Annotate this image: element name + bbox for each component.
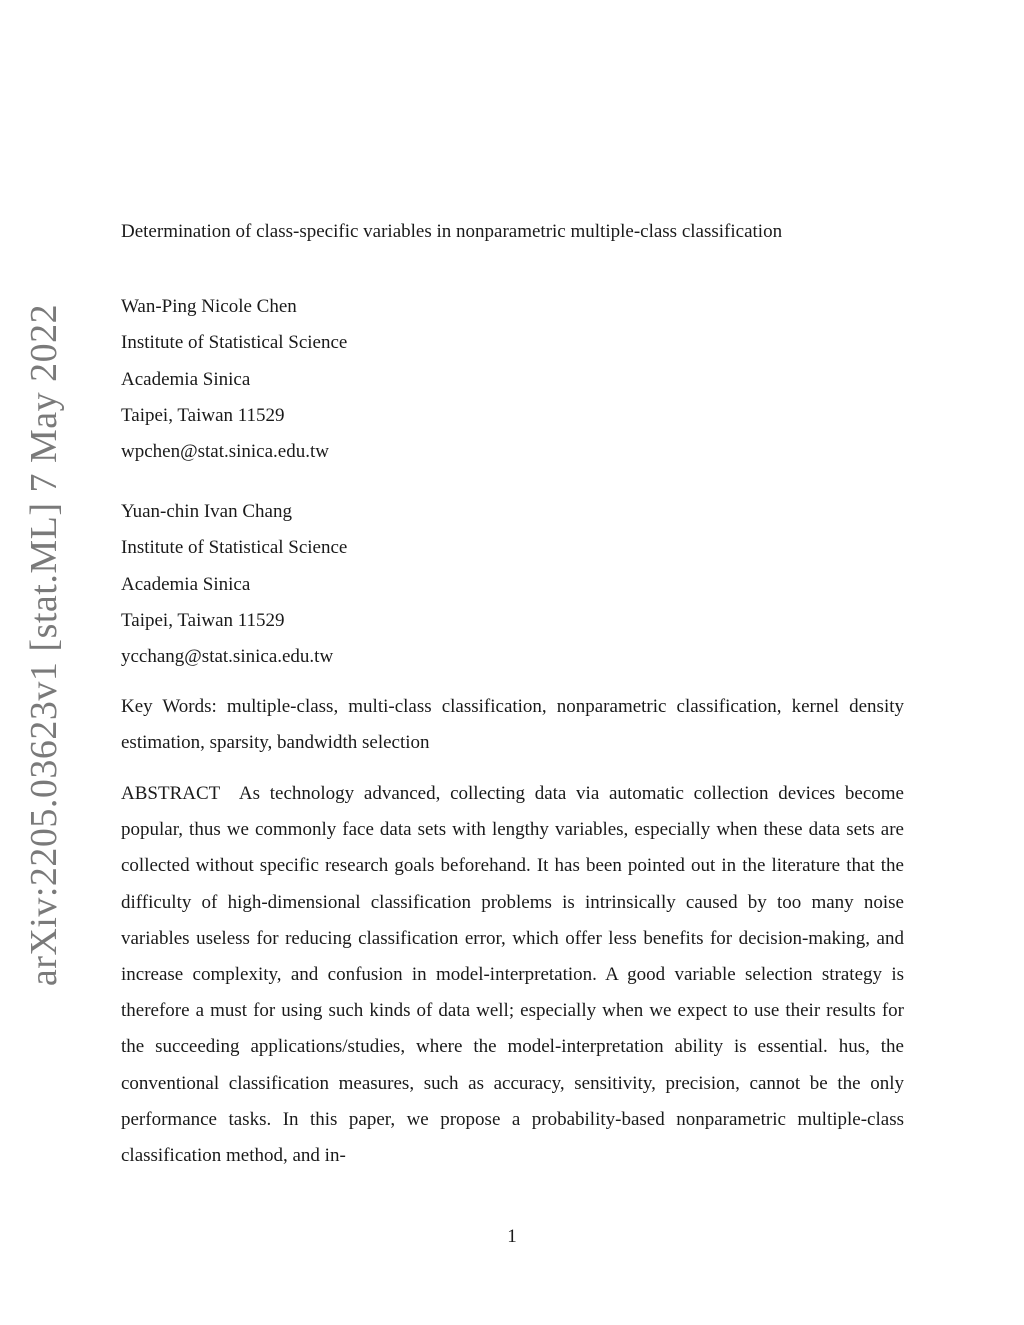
paper-title: Determination of class-specific variables in nonparametric multiple-class classification: [121, 221, 783, 242]
arxiv-identifier-stamp: arXiv:2205.03623v1 [stat.ML] 7 May 2022: [23, 303, 65, 987]
author-email: ycchang@stat.sinica.edu.tw: [121, 646, 334, 668]
keywords-section: [121, 689, 904, 761]
author-name: Yuan-chin Ivan Chang: [121, 501, 292, 522]
author-location: Taipei, Taiwan 11529: [121, 609, 285, 631]
author-block-1: [121, 289, 347, 470]
author-institute: Institute of Statistical Science: [121, 332, 348, 354]
author-block-2: [121, 494, 347, 675]
author-organization: Academia Sinica: [121, 368, 251, 390]
author-institute: Institute of Statistical Science: [121, 537, 348, 559]
author-name: Wan-Ping Nicole Chen: [121, 296, 297, 317]
author-organization: Academia Sinica: [121, 573, 251, 595]
abstract-text: As technology advanced, collecting data via automatic collection devices become popular, thus we commonly face data sets with lengthy variables, especially when these data sets are collected without specific research goals beforehand. It has been pointed out in the literature that the difficulty of high-dimensional classification problems is intrinsically caused by too many noise variables useless for reducing classification error, which offer less benefits for decision-making, and increase complexity, and confusion in model-interpretation. A good variable selection strategy is therefore a must for using such kinds of data well; especially when we expect to use their results for the succeeding applications/studies, where the model-interpretation ability is essential. hus, the conventional classification measures, such as accuracy, sensitivity, precision, cannot be the only performance tasks. In this paper, we propose a probability-based nonparametric multiple-class classification method, and in-: [121, 783, 904, 1167]
keywords-text: multiple-class, multi-class classification, nonparametric classification, kernel density estimation, sparsity, bandwidth selection: [121, 696, 904, 753]
author-location: Taipei, Taiwan 11529: [121, 404, 285, 426]
page-number: 1: [507, 1226, 517, 1247]
keywords-label: Key Words:: [121, 696, 217, 717]
abstract-label: ABSTRACT: [121, 783, 221, 804]
author-email: wpchen@stat.sinica.edu.tw: [121, 441, 329, 463]
abstract-section: [121, 776, 904, 1174]
